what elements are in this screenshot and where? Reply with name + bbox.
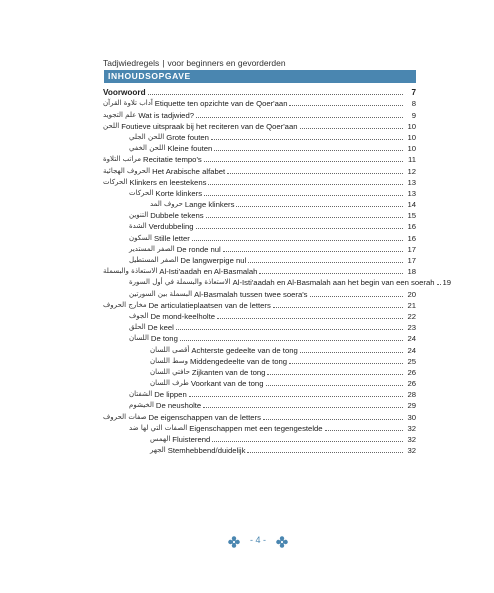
toc-entry[interactable] xyxy=(103,198,416,209)
toc-entry-title: Grote fouten xyxy=(166,132,209,142)
toc-entry-page: 10 xyxy=(407,132,416,142)
toc-entry-page: 10 xyxy=(407,144,416,154)
dot-leader xyxy=(206,217,403,218)
toc-entry-page: 13 xyxy=(407,188,416,198)
toc-entry[interactable] xyxy=(103,243,416,254)
toc-entry-title: De langwerpige nul xyxy=(180,256,247,265)
dot-leader xyxy=(196,228,403,229)
toc-entry[interactable] xyxy=(103,86,416,97)
toc-entry-page: 29 xyxy=(407,401,416,411)
toc-entry-page: 32 xyxy=(407,446,416,456)
toc-entry-title: Verdubbeling xyxy=(148,222,194,232)
toc-entry-title: De lippen xyxy=(154,390,187,400)
toc-entry[interactable] xyxy=(103,108,416,119)
dot-leader xyxy=(248,262,403,263)
toc-entry[interactable] xyxy=(103,332,416,343)
toc-entry-page: 17 xyxy=(407,244,416,254)
toc-entry[interactable] xyxy=(103,399,416,410)
toc-entry-page: 14 xyxy=(407,200,416,210)
toc-entry[interactable] xyxy=(103,97,416,108)
toc-entry-title: De eigenschappen van de letters xyxy=(148,412,261,422)
dot-leader xyxy=(273,307,403,308)
toc-entry-title: De mond-keelholte xyxy=(150,311,215,321)
toc-entry[interactable] xyxy=(103,176,416,187)
toc-entry-page: 28 xyxy=(407,390,416,400)
toc-entry-title: Middengedeelte van de tong xyxy=(190,356,288,366)
toc-entry-arabic: البسملة بين السورتين xyxy=(129,289,193,298)
toc-entry[interactable] xyxy=(103,310,416,321)
toc-entry[interactable] xyxy=(103,276,452,288)
toc-entry[interactable] xyxy=(103,433,416,444)
toc-entry-title: Al-Isti'aadah en Al-Basmalah aan het begin van een soerah xyxy=(232,278,435,288)
toc-entry[interactable] xyxy=(103,410,416,421)
toc-entry-arabic: الصفر المستطيل xyxy=(129,256,179,264)
toc-entry-page: 22 xyxy=(407,311,416,321)
toc-entry-arabic: الحركات xyxy=(103,177,128,186)
page-number: - 4 - xyxy=(249,535,266,545)
toc-entry-page: 23 xyxy=(407,323,416,333)
toc-entry[interactable] xyxy=(103,366,416,377)
flower-ornament-icon xyxy=(228,536,240,548)
toc-entry-title: Foutieve uitspraak bij het reciteren van de Qoer'aan xyxy=(121,121,298,131)
toc-entry-title: Recitatie tempo's xyxy=(143,155,202,165)
toc-entry[interactable] xyxy=(103,444,416,455)
toc-entry-title: Korte klinkers xyxy=(155,188,203,198)
toc-entry-page: 9 xyxy=(411,110,416,120)
toc-entry-arabic: علم التجويد xyxy=(103,110,137,119)
toc-entry-arabic: الجهر xyxy=(150,446,166,455)
toc-entry[interactable] xyxy=(103,265,416,276)
toc-entry-arabic: وسط اللسان xyxy=(150,356,189,365)
dot-leader xyxy=(192,240,403,241)
table-of-contents xyxy=(103,86,452,456)
toc-entry-arabic: آداب تلاوة القرآن xyxy=(103,99,153,108)
dot-leader xyxy=(263,419,403,420)
toc-entry-title: Het Arabische alfabet xyxy=(152,166,226,176)
toc-entry-arabic: اللحن الخفي xyxy=(129,144,166,153)
dot-leader xyxy=(289,105,403,106)
toc-entry-page: 26 xyxy=(407,367,416,377)
toc-entry-arabic: الصفات التي لها ضد xyxy=(129,423,188,432)
toc-entry-arabic: مخارج الحروف xyxy=(103,300,147,309)
toc-entry-title: Wat is tadjwied? xyxy=(138,110,195,120)
toc-entry-arabic: التنوين xyxy=(129,211,149,220)
toc-entry-title: Voorkant van de tong xyxy=(190,379,264,389)
running-header xyxy=(103,58,286,68)
toc-entry-arabic: طرف اللسان xyxy=(150,379,189,388)
dot-leader xyxy=(300,128,404,129)
toc-entry-title: Al-Isti'aadah en Al-Basmalah xyxy=(159,267,258,277)
toc-entry-arabic: الحركات xyxy=(129,188,154,197)
dot-leader xyxy=(176,329,403,330)
toc-entry-title: Klinkers en leestekens xyxy=(129,177,207,187)
toc-entry[interactable] xyxy=(103,164,416,175)
toc-entry[interactable] xyxy=(103,377,416,388)
toc-entry-page: 8 xyxy=(411,99,416,109)
toc-entry-arabic: اللحن الجلي xyxy=(129,132,165,141)
toc-entry-arabic: أقصى اللسان xyxy=(150,345,190,354)
dot-leader xyxy=(266,385,404,386)
toc-entry-page: 12 xyxy=(407,166,416,176)
toc-entry-page: 24 xyxy=(407,345,416,355)
toc-entry-title: De ronde nul xyxy=(176,244,221,254)
dot-leader xyxy=(204,161,403,162)
toc-entry[interactable] xyxy=(103,142,416,153)
toc-entry[interactable] xyxy=(103,220,416,231)
dot-leader xyxy=(267,374,403,375)
toc-entry-arabic: الحلق xyxy=(129,323,146,332)
toc-entry-title: Stemhebbend/duidelijk xyxy=(167,446,246,456)
toc-entry-arabic: مراتب التلاوة xyxy=(103,155,142,164)
toc-entry-arabic: الاستعاذة والبسملة في أول السورة xyxy=(129,278,231,287)
toc-entry-page: 17 xyxy=(407,256,416,265)
dot-leader xyxy=(437,284,441,285)
toc-entry-arabic: الاستعاذة والبسملة xyxy=(103,267,158,276)
toc-entry[interactable] xyxy=(103,209,416,220)
toc-entry-page: 26 xyxy=(407,379,416,389)
dot-leader xyxy=(300,352,403,353)
toc-entry-title: Stille letter xyxy=(153,233,190,243)
dot-leader xyxy=(289,363,403,364)
toc-entry-page: 16 xyxy=(407,233,416,243)
toc-entry-page: 32 xyxy=(407,435,416,444)
toc-entry-page: 19 xyxy=(442,278,452,288)
toc-entry-title: Etiquette ten opzichte van de Qoer'aan xyxy=(154,99,288,109)
toc-entry-title: Lange klinkers xyxy=(184,200,235,210)
toc-entry-page: 25 xyxy=(407,356,416,366)
dot-leader xyxy=(310,296,403,297)
toc-entry[interactable] xyxy=(103,299,416,310)
toc-entry-title: Zijkanten van de tong xyxy=(191,367,266,377)
dot-leader xyxy=(208,184,403,185)
dot-leader xyxy=(211,139,403,140)
dot-leader xyxy=(227,173,403,174)
toc-entry-title: Voorwoord xyxy=(103,88,146,98)
toc-entry-title: Kleine fouten xyxy=(167,144,213,154)
toc-title: INHOUDSOPGAVE xyxy=(108,71,191,81)
dot-leader xyxy=(214,150,403,151)
toc-entry-arabic: حافتي اللسان xyxy=(150,367,190,376)
flower-ornament-icon xyxy=(276,536,288,548)
toc-title-bar xyxy=(104,70,416,83)
toc-entry-arabic: الحروف الهجائية xyxy=(103,166,151,175)
toc-entry[interactable] xyxy=(103,153,416,164)
toc-entry-page: 18 xyxy=(407,267,416,277)
toc-entry-arabic: اللحن xyxy=(103,121,120,130)
toc-entry-page: 11 xyxy=(408,155,416,165)
toc-entry[interactable] xyxy=(103,287,416,298)
toc-entry[interactable] xyxy=(103,131,416,142)
dot-leader xyxy=(212,441,403,442)
toc-entry[interactable] xyxy=(103,355,416,366)
toc-entry-page: 13 xyxy=(407,177,416,187)
toc-entry-arabic: الصفر المستدير xyxy=(129,244,175,253)
toc-entry-page: 7 xyxy=(411,88,416,98)
toc-entry-title: Fluisterend xyxy=(172,435,211,444)
toc-entry-title: De keel xyxy=(147,323,174,333)
toc-entry-title: Eigenschappen met een tegengestelde xyxy=(189,423,323,433)
toc-entry-arabic: صفات الحروف xyxy=(103,412,147,421)
toc-entry-page: 10 xyxy=(407,121,416,131)
page-footer xyxy=(228,535,288,549)
toc-entry-title: De neusholte xyxy=(155,401,202,411)
toc-entry[interactable] xyxy=(103,422,416,433)
toc-entry-arabic: الشدة xyxy=(129,222,147,231)
dot-leader xyxy=(196,117,403,118)
toc-entry-page: 16 xyxy=(407,222,416,232)
toc-entry-title: De articulatieplaatsen van de letters xyxy=(148,300,271,310)
dot-leader xyxy=(259,273,403,274)
toc-entry-arabic: السكون xyxy=(129,233,152,242)
dot-leader xyxy=(148,94,403,95)
dot-leader xyxy=(236,206,403,207)
dot-leader xyxy=(180,340,403,341)
toc-entry-arabic: اللسان xyxy=(129,334,149,343)
header-separator: | xyxy=(162,58,165,68)
toc-entry-arabic: حروف المد xyxy=(150,200,183,209)
dot-leader xyxy=(204,195,403,196)
toc-entry-arabic: الهمس xyxy=(150,435,171,443)
toc-entry[interactable] xyxy=(103,120,416,131)
toc-entry[interactable] xyxy=(103,187,416,198)
toc-entry-page: 32 xyxy=(407,423,416,433)
toc-entry-page: 20 xyxy=(407,289,416,299)
toc-entry-page: 21 xyxy=(407,300,416,310)
toc-entry-page: 15 xyxy=(407,211,416,221)
dot-leader xyxy=(247,452,403,453)
toc-entry-arabic: الخيشوم xyxy=(129,401,154,410)
toc-entry[interactable] xyxy=(103,254,416,265)
toc-entry[interactable] xyxy=(103,321,416,332)
toc-entry-title: De tong xyxy=(150,334,178,344)
dot-leader xyxy=(203,407,403,408)
toc-entry-page: 24 xyxy=(407,334,416,344)
dot-leader xyxy=(217,318,403,319)
toc-entry[interactable] xyxy=(103,231,416,242)
toc-entry-title: Al-Basmalah tussen twee soera's xyxy=(194,289,308,299)
toc-entry[interactable] xyxy=(103,343,416,354)
toc-entry-arabic: الشفتان xyxy=(129,390,153,399)
header-subtitle: voor beginners en gevorderden xyxy=(167,58,286,68)
toc-entry-arabic: الجوف xyxy=(129,311,149,320)
dot-leader xyxy=(189,396,403,397)
dot-leader xyxy=(325,430,403,431)
toc-entry-title: Dubbele tekens xyxy=(150,211,204,221)
toc-entry[interactable] xyxy=(103,388,416,399)
toc-entry-title: Achterste gedeelte van de tong xyxy=(191,345,298,355)
header-book-title: Tadjwiedregels xyxy=(103,58,160,68)
dot-leader xyxy=(223,251,403,252)
toc-entry-page: 30 xyxy=(407,412,416,422)
